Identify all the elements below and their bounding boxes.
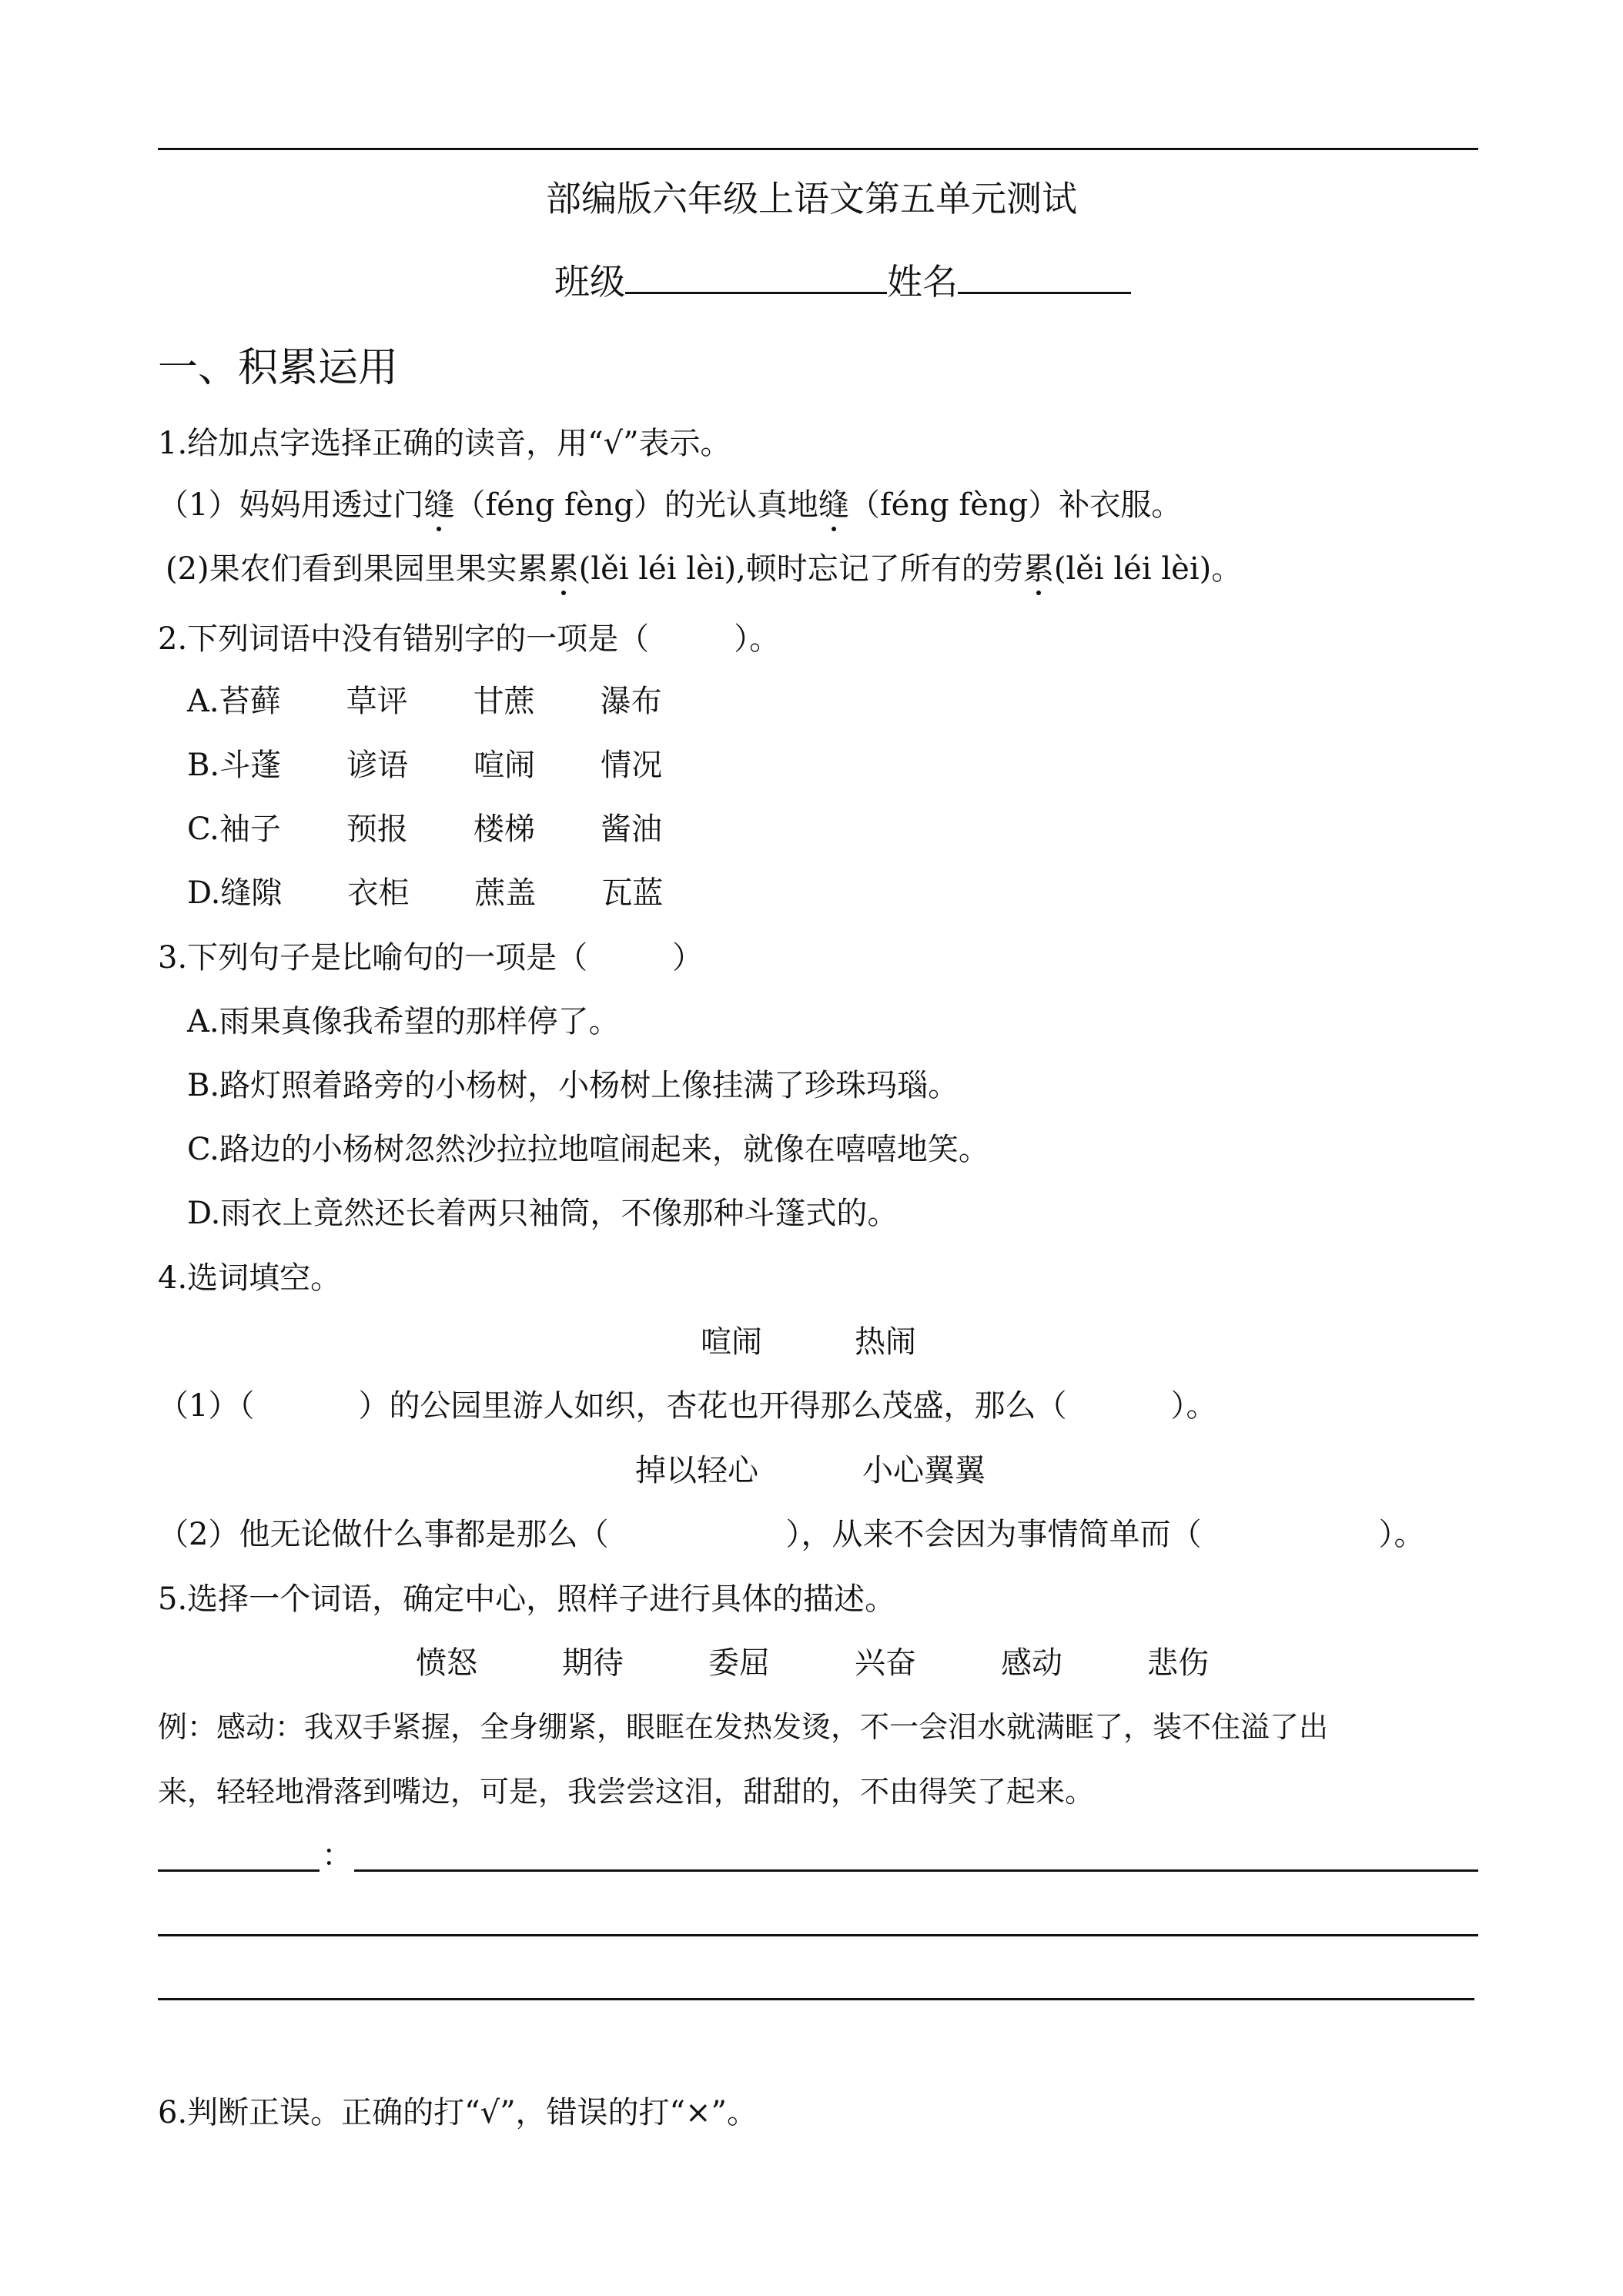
q3-option-b[interactable]: B.路灯照着路旁的小杨树，小杨树上像挂满了珍珠玛瑙。 (187, 1068, 959, 1103)
q4-prompt: 4.选词填空。 (158, 1260, 342, 1296)
top-rule (158, 148, 1478, 150)
class-label: 班级 (554, 261, 625, 303)
q3-option-a[interactable]: A.雨果真像我希望的那样停了。 (187, 1004, 620, 1039)
name-label: 姓名 (887, 261, 958, 303)
q3-prompt: 3.下列句子是比喻句的一项是（ ） (158, 940, 704, 976)
class-input[interactable] (625, 261, 887, 294)
q2-prompt: 2.下列词语中没有错别字的一项是（ ）。 (158, 621, 781, 657)
q2-option-d[interactable]: D.缝隙 衣柜 蔗盖 瓦蓝 (187, 875, 664, 911)
dotted-char: 累 (1023, 547, 1054, 591)
page-title: 部编版六年级上语文第五单元测试 (546, 178, 1077, 219)
q5-answer-line-3[interactable] (158, 1998, 1474, 2000)
q5-answer-line-2[interactable] (158, 1934, 1478, 1936)
q3-option-d[interactable]: D.雨衣上竟然还长着两只袖筒，不像那种斗篷式的。 (187, 1196, 899, 1231)
q4-sentence-1: （1）（ ）的公园里游人如织，杏花也开得那么茂盛，那么（ ）。 (158, 1388, 1217, 1424)
q4-word-bank-2: 掉以轻心 小心翼翼 (635, 1453, 986, 1488)
q1-prompt: 1.给加点字选择正确的读音，用“√”表示。 (158, 426, 731, 461)
dotted-char: 累 (548, 547, 579, 591)
q6-prompt: 6.判断正误。正确的打“√”，错误的打“×”。 (158, 2095, 758, 2130)
q5-answer-line-1[interactable] (354, 1869, 1478, 1872)
q5-prompt: 5.选择一个词语，确定中心，照样子进行具体的描述。 (158, 1581, 896, 1617)
q5-word-blank[interactable] (158, 1869, 320, 1872)
q1-item2: (2)果农们看到果园里果实累累(lěi léi lèi),顿时忘记了所有的劳累(lěi léi lèi)。 (166, 547, 1242, 591)
class-name-line (554, 257, 1131, 306)
q3-option-c[interactable]: C.路边的小杨树忽然沙拉拉地喧闹起来，就像在嘻嘻地笑。 (187, 1132, 989, 1167)
q2-option-b[interactable]: B.斗蓬 谚语 喧闹 情况 (187, 748, 663, 783)
q4-sentence-2: （2）他无论做什么事都是那么（ ），从来不会因为事情简单而（ ）。 (158, 1517, 1425, 1552)
q4-word-bank-1: 喧闹 热闹 (701, 1324, 916, 1360)
q1-item1: （1）妈妈用透过门缝（féng fèng）的光认真地缝（féng fèng）补衣服。 (158, 484, 1182, 527)
q5-example-line-1: 例：感动：我双手紧握，全身绷紧，眼眶在发热发烫，不一会泪水就满眶了，装不住溢了出 (158, 1710, 1329, 1744)
q2-option-a[interactable]: A.苔藓 草评 甘蔗 瀑布 (187, 684, 662, 719)
name-input[interactable] (958, 261, 1131, 294)
section-heading: 一、积累运用 (158, 345, 399, 391)
q5-word-bank: 愤怒 期待 委屈 兴奋 感动 悲伤 (416, 1645, 1209, 1681)
q5-colon: ： (322, 1838, 353, 1873)
dotted-char: 缝 (818, 484, 849, 527)
q5-example-line-2: 来，轻轻地滑落到嘴边，可是，我尝尝这泪，甜甜的，不由得笑了起来。 (158, 1775, 1095, 1809)
dotted-char: 缝 (423, 484, 454, 527)
q2-option-c[interactable]: C.袖子 预报 楼梯 酱油 (187, 812, 662, 847)
